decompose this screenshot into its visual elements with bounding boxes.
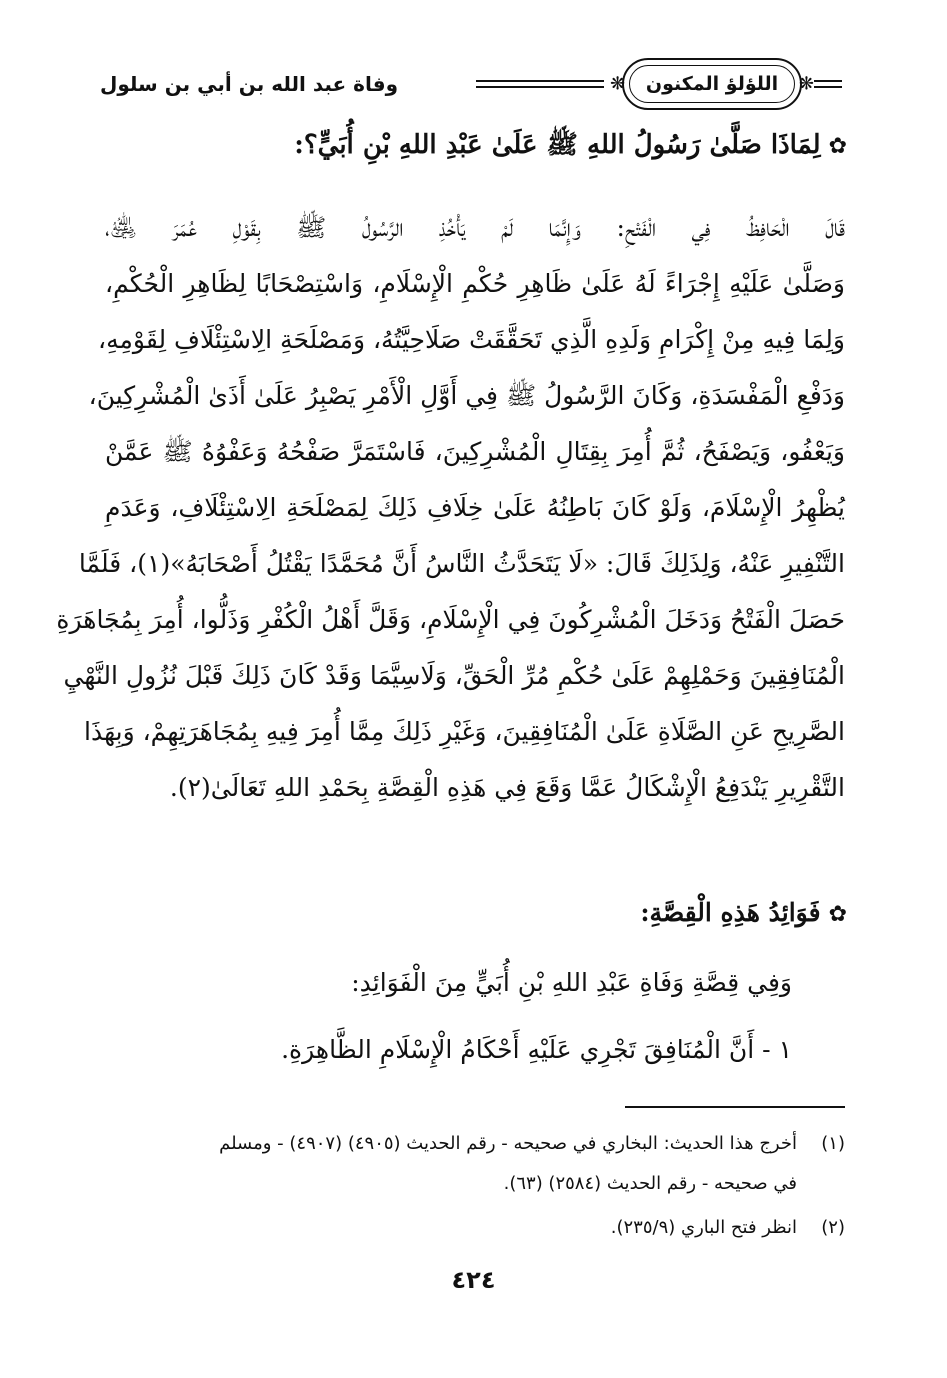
benefit-item: ١ - أَنَّ الْمُنَافِقَ تَجْرِي عَلَيْهِ أَحْكَامُ الْإِسْلَامِ الظَّاهِرَةِ. xyxy=(281,1035,792,1064)
main-paragraph xyxy=(56,200,845,816)
text-line: وَيَعْفُو، وَيَصْفَحُ، ثُمَّ أُمِرَ بِقِتَالِ الْمُشْرِكِينَ، فَاسْتَمَرَّ صَفْحُهُ وَعَفْوُهُ ﷺ عَمَّنْ xyxy=(105,437,845,466)
text-line: الصَّرِيحِ عَنِ الصَّلَاةِ عَلَىٰ الْمُنَافِقِينَ، وَغَيْرِ ذَلِكَ مِمَّا أُمِرَ فِيهِ بِمُجَاهَرَتِهِمْ، وَبِهَذَا xyxy=(84,717,845,746)
text-line: قَالَ الْحَافِظُ فِي الْفَتْحِ: وَإِنَّمَا لَمْ يَأْخُذِ الرَّسُولُ ﷺ بِقَوْلِ عُمَرَ ﵁، xyxy=(105,213,845,242)
flower-bullet-icon: ✿ xyxy=(828,134,847,159)
footnote xyxy=(103,1208,845,1248)
header-rule-middle xyxy=(476,80,604,92)
footnote-text: أخرج هذا الحديث: البخاري في صحيحه - رقم الحديث (٤٩٠٥) (٤٩٠٧) - ومسلم xyxy=(219,1133,797,1154)
header-rule-right xyxy=(814,80,842,92)
question-heading xyxy=(294,128,847,166)
question-heading-text: لِمَاذَا صَلَّىٰ رَسُولُ اللهِ ﷺ عَلَىٰ عَبْدِ اللهِ بْنِ أُبَيٍّ؟: xyxy=(294,130,821,160)
ornament-icon: ❋ xyxy=(798,73,814,95)
text-line: وَدَفْعِ الْمَفْسَدَةِ، وَكَانَ الرَّسُولُ ﷺ فِي أَوَّلِ الْأَمْرِ يَصْبِرُ عَلَىٰ أَذَىٰ الْمُشْرِكِينَ، xyxy=(88,381,845,410)
flower-bullet-icon: ✿ xyxy=(828,902,847,927)
text-line: حَصَلَ الْفَتْحُ وَدَخَلَ الْمُشْرِكُونَ فِي الْإِسْلَامِ، وَقَلَّ أَهْلُ الْكُفْرِ وَذَلُّوا، أُمِرَ بِمُجَاهَرَةِ xyxy=(56,605,845,634)
benefits-heading-text: فَوَائِدُ هَذِهِ الْقِصَّةِ: xyxy=(640,898,821,927)
ornament-icon: ❋ xyxy=(610,73,626,95)
text-line: وَلِمَا فِيهِ مِنْ إِكْرَامِ وَلَدِهِ الَّذِي تَحَقَّقَتْ صَلَاحِيَّتُهُ، وَمَصْلَحَةِ الِاسْتِئْلَافِ لِقَوْمِهِ، xyxy=(98,325,845,354)
text-line: التَّقْرِيرِ يَنْدَفِعُ الْإِشْكَالُ عَمَّا وَقَعَ فِي هَذِهِ الْقِصَّةِ بِحَمْدِ اللهِ تَعَالَىٰ(٢). xyxy=(169,773,845,802)
footnote-number: (١) xyxy=(821,1133,845,1154)
benefits-heading xyxy=(640,898,847,927)
chapter-title: وفاة عبد الله بن أبي بن سلول xyxy=(100,72,398,96)
footnote xyxy=(103,1124,845,1204)
footnote-text: انظر فتح الباري (٢٣٥/٩). xyxy=(610,1217,797,1238)
text-line: يُظْهِرُ الْإِسْلَامَ، وَلَوْ كَانَ بَاطِنُهُ عَلَىٰ خِلَافِ ذَلِكَ لِمَصْلَحَةِ الِاسْتِئْلَافِ، وَعَدَمِ xyxy=(105,493,845,522)
page-number: ٤٢٤ xyxy=(451,1266,496,1294)
running-header xyxy=(100,58,842,118)
benefits-intro: وَفِي قِصَّةِ وَفَاةِ عَبْدِ اللهِ بْنِ أُبَيٍّ مِنَ الْفَوَائِدِ: xyxy=(351,968,792,997)
text-line: التَّنْفِيرِ عَنْهُ، وَلِذَلِكَ قَالَ: «لَا يَتَحَدَّثُ النَّاسُ أَنَّ مُحَمَّدًا يَقْتُلُ أَصْحَابَهُ»(١)، فَلَمَّا xyxy=(78,549,845,578)
footnote-text: في صحيحه - رقم الحديث (٢٥٨٤) (٦٣). xyxy=(503,1173,797,1194)
book-title: اللؤلؤ المكنون xyxy=(645,73,779,95)
text-line: وَصَلَّىٰ عَلَيْهِ إِجْرَاءً لَهُ عَلَىٰ ظَاهِرِ حُكْمِ الْإِسْلَامِ، وَاسْتِصْحَابًا لِظَاهِرِ الْحُكْمِ، xyxy=(105,269,845,298)
footnote-separator xyxy=(625,1106,845,1108)
book-title-badge xyxy=(610,58,814,110)
text-line: الْمُنَافِقِينَ وَحَمْلِهِمْ عَلَىٰ حُكْمِ مُرِّ الْحَقِّ، وَلَاسِيَّمَا وَقَدْ كَانَ ذَلِكَ قَبْلَ نُزُولِ النَّهْيِ xyxy=(63,661,845,690)
footnote-number: (٢) xyxy=(821,1217,845,1238)
